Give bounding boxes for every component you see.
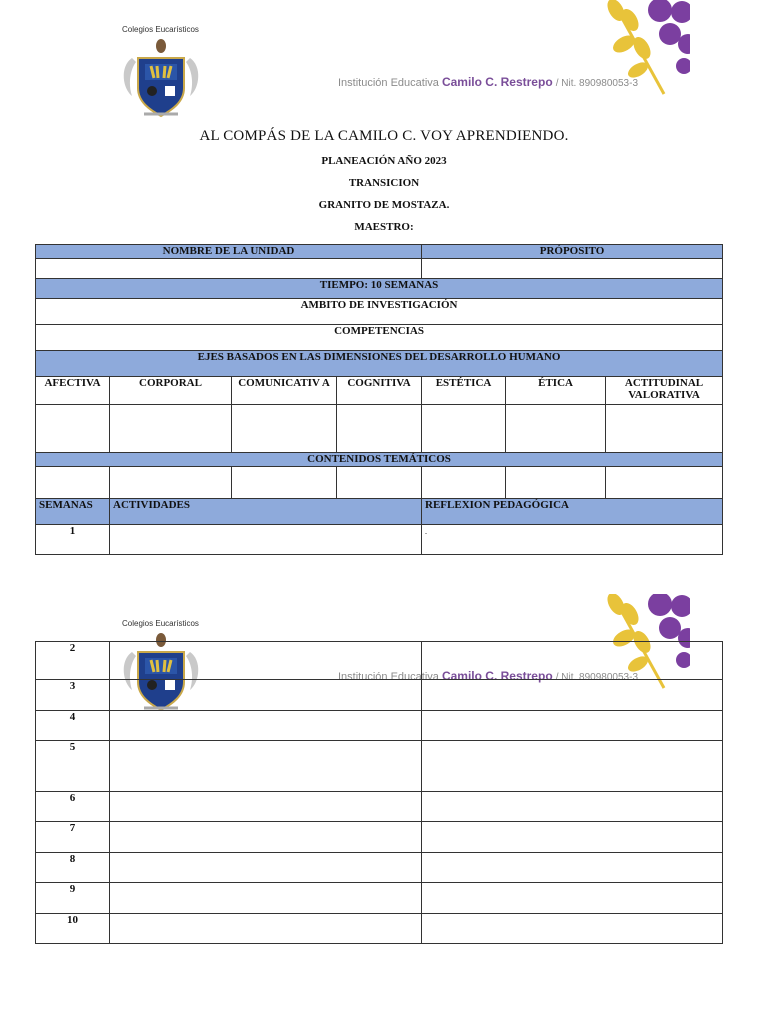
dimension-header: CORPORAL <box>110 377 232 405</box>
competencies-header: COMPETENCIAS <box>36 325 723 351</box>
group-name: GRANITO DE MOSTAZA. <box>318 199 450 211</box>
brand-name: Colegios Eucarísticos <box>122 25 199 34</box>
content-cell[interactable] <box>110 467 232 499</box>
weeks-table <box>35 641 723 944</box>
week-number: 3 <box>36 680 110 711</box>
planning-table <box>35 244 723 555</box>
reflection-cell[interactable] <box>422 883 723 914</box>
dimension-cell[interactable] <box>506 405 606 453</box>
week-number: 5 <box>36 741 110 792</box>
content-cell[interactable] <box>232 467 337 499</box>
dimension-header: ÉTICA <box>506 377 606 405</box>
content-cell[interactable] <box>36 467 110 499</box>
reflection-cell[interactable] <box>422 792 723 822</box>
activity-cell[interactable] <box>110 741 422 792</box>
time-header: TIEMPO: 10 SEMANAS <box>36 279 723 299</box>
institution-prefix: Institución Educativa <box>338 77 439 89</box>
institution-prefix: Institución Educativa <box>338 671 439 683</box>
activity-cell[interactable] <box>110 822 422 853</box>
week-number: 8 <box>36 853 110 883</box>
reflection-cell[interactable] <box>422 914 723 944</box>
purpose-cell[interactable] <box>422 259 723 279</box>
dimension-cell[interactable] <box>606 405 723 453</box>
reflection-cell[interactable] <box>422 853 723 883</box>
dimension-cell[interactable] <box>232 405 337 453</box>
activity-cell[interactable] <box>110 914 422 944</box>
dimension-cell[interactable] <box>110 405 232 453</box>
week-number: 1 <box>36 525 110 555</box>
contents-header: CONTENIDOS TEMÁTICOS <box>36 453 723 467</box>
reflection-header: REFLEXION PEDAGÓGICA <box>422 499 723 525</box>
activity-cell[interactable] <box>110 680 422 711</box>
wheat-grapes-decoration <box>594 0 690 98</box>
dot-mark: . <box>425 527 428 536</box>
institution-name: Camilo C. Restrepo <box>441 669 553 683</box>
institution-nit: / Nit. 890980053-3 <box>555 672 638 683</box>
week-number: 2 <box>36 642 110 680</box>
content-cell[interactable] <box>506 467 606 499</box>
reflection-cell[interactable] <box>422 642 723 680</box>
reflection-cell[interactable] <box>422 680 723 711</box>
unit-name-header: NOMBRE DE LA UNIDAD <box>36 245 422 259</box>
content-cell[interactable] <box>606 467 723 499</box>
dimension-cell[interactable] <box>337 405 422 453</box>
content-cell[interactable] <box>337 467 422 499</box>
week-number: 4 <box>36 711 110 741</box>
week-number: 6 <box>36 792 110 822</box>
reflection-cell[interactable] <box>422 711 723 741</box>
dimension-header: AFECTIVA <box>36 377 110 405</box>
dimension-cell[interactable] <box>36 405 110 453</box>
institution-nit: / Nit. 890980053-3 <box>555 78 638 89</box>
document-title: AL COMPÁS DE LA CAMILO C. VOY APRENDIENDO. <box>199 128 569 144</box>
institution-line <box>338 75 638 89</box>
content-cell[interactable] <box>422 467 506 499</box>
unit-name-cell[interactable] <box>36 259 422 279</box>
activity-cell[interactable] <box>110 711 422 741</box>
research-scope-header: AMBITO DE INVESTIGACIÓN <box>36 299 723 325</box>
brand-name-page2: Colegios Eucarísticos <box>122 619 199 628</box>
activities-header: ACTIVIDADES <box>110 499 422 525</box>
school-crest-logo <box>118 36 204 122</box>
activity-cell[interactable] <box>110 525 422 555</box>
dimension-header: COMUNICATIV A <box>232 377 337 405</box>
dimension-header: ACTITUDINAL VALORATIVA <box>606 377 723 405</box>
axes-header: EJES BASADOS EN LAS DIMENSIONES DEL DESARROLLO HUMANO <box>36 351 723 377</box>
dimension-cell[interactable] <box>422 405 506 453</box>
reflection-cell[interactable] <box>422 741 723 792</box>
purpose-header: PRÓPOSITO <box>422 245 723 259</box>
dimension-header: COGNITIVA <box>337 377 422 405</box>
week-number: 10 <box>36 914 110 944</box>
week-number: 9 <box>36 883 110 914</box>
reflection-cell[interactable] <box>422 525 723 555</box>
weeks-header: SEMANAS <box>36 499 110 525</box>
activity-cell[interactable] <box>110 792 422 822</box>
teacher-label: MAESTRO: <box>354 221 414 233</box>
activity-cell[interactable] <box>110 642 422 680</box>
week-number: 7 <box>36 822 110 853</box>
reflection-cell[interactable] <box>422 822 723 853</box>
institution-name: Camilo C. Restrepo <box>441 75 553 89</box>
activity-cell[interactable] <box>110 853 422 883</box>
plan-year: PLANEACIÓN AÑO 2023 <box>321 155 447 167</box>
grade-level: TRANSICION <box>348 177 420 189</box>
dimension-header: ESTÉTICA <box>422 377 506 405</box>
activity-cell[interactable] <box>110 883 422 914</box>
